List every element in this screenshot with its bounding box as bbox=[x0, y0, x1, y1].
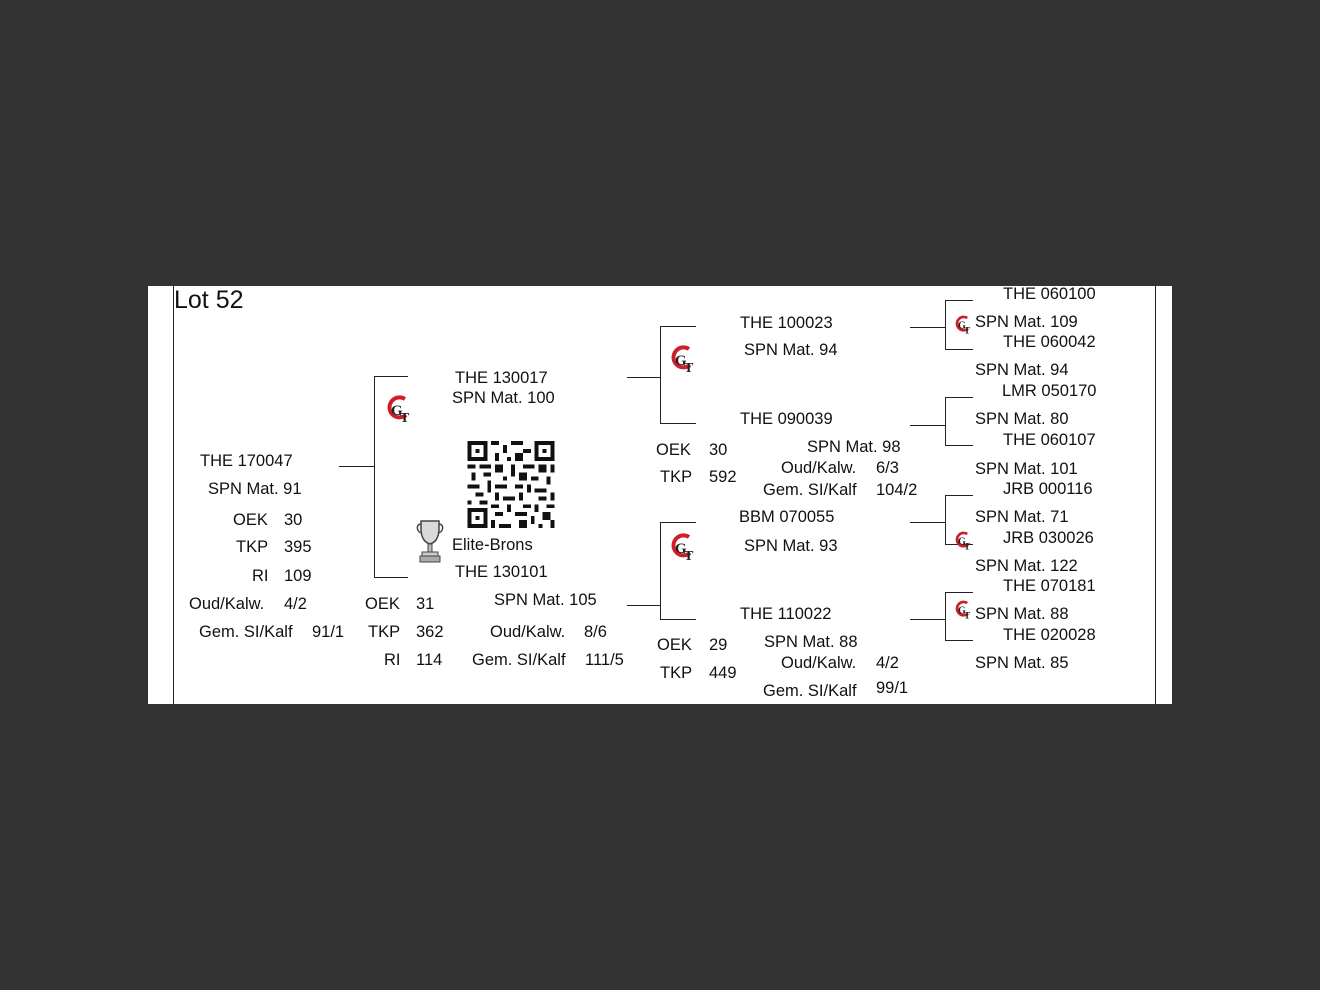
bracket-line bbox=[945, 300, 946, 350]
bracket-connector bbox=[374, 577, 408, 578]
sire-dam-tkp-value: 592 bbox=[709, 468, 737, 486]
animal-oud-label: Oud/Kalw. bbox=[189, 595, 265, 613]
gen3-id: JRB 000116 bbox=[1003, 480, 1093, 498]
gen3-id: THE 060107 bbox=[1003, 431, 1096, 449]
dam-award: Elite-Brons bbox=[452, 536, 533, 554]
sire-sire-id: THE 100023 bbox=[740, 314, 833, 332]
dam-dam-oud-label: Oud/Kalw. bbox=[781, 654, 857, 672]
bracket-connector bbox=[910, 327, 945, 328]
animal-tkp-value: 395 bbox=[284, 538, 312, 556]
dam-oud-label: Oud/Kalw. bbox=[490, 623, 566, 641]
gen3-id: THE 070181 bbox=[1003, 577, 1096, 595]
dam-dam-gem-value: 99/1 bbox=[876, 679, 909, 697]
bracket-connector bbox=[660, 619, 696, 620]
bracket-connector bbox=[660, 326, 696, 327]
sheet-left-border bbox=[173, 286, 174, 704]
animal-ri-value: 109 bbox=[284, 567, 312, 585]
animal-id: THE 170047 bbox=[200, 452, 293, 470]
dam-id: THE 130101 bbox=[455, 563, 548, 581]
dam-dam-spn: SPN Mat. 88 bbox=[764, 633, 858, 651]
svg-text:G: G bbox=[675, 541, 687, 557]
bracket-connector bbox=[910, 619, 945, 620]
dam-ri-label: RI bbox=[384, 651, 401, 669]
bracket-connector bbox=[910, 522, 945, 523]
bracket-connector bbox=[945, 495, 973, 496]
gt-logo-icon bbox=[669, 341, 699, 375]
dam-dam-tkp-value: 449 bbox=[709, 664, 737, 682]
bracket-connector bbox=[945, 397, 973, 398]
svg-text:G: G bbox=[958, 320, 966, 332]
svg-text:T: T bbox=[400, 411, 410, 425]
bracket-connector bbox=[945, 592, 973, 593]
dam-oek-label: OEK bbox=[365, 595, 400, 613]
sheet-right-border bbox=[1155, 286, 1156, 704]
dam-spn: SPN Mat. 105 bbox=[494, 591, 597, 609]
sire-dam-oud-label: Oud/Kalw. bbox=[781, 459, 857, 477]
bracket-line bbox=[660, 522, 661, 620]
svg-text:T: T bbox=[964, 542, 971, 552]
qr-code-icon bbox=[467, 441, 555, 528]
sire-spn: SPN Mat. 100 bbox=[452, 389, 555, 407]
dam-gem-label: Gem. SI/Kalf bbox=[472, 651, 566, 669]
animal-oek-label: OEK bbox=[233, 511, 268, 529]
svg-text:T: T bbox=[964, 326, 971, 336]
svg-text:G: G bbox=[958, 605, 966, 617]
gen3-spn: SPN Mat. 94 bbox=[975, 361, 1069, 379]
animal-gem-label: Gem. SI/Kalf bbox=[199, 623, 293, 641]
animal-oek-value: 30 bbox=[284, 511, 303, 529]
dam-dam-oud-value: 4/2 bbox=[876, 654, 899, 672]
sire-dam-tkp-label: TKP bbox=[660, 468, 693, 486]
gt-logo-icon bbox=[954, 312, 974, 336]
svg-text:G: G bbox=[391, 403, 403, 419]
gen3-id: THE 060042 bbox=[1003, 333, 1096, 351]
bracket-line bbox=[945, 397, 946, 446]
dam-oud-value: 8/6 bbox=[584, 623, 607, 641]
bracket-connector bbox=[910, 425, 945, 426]
bracket-line bbox=[374, 376, 375, 578]
animal-tkp-label: TKP bbox=[236, 538, 269, 556]
svg-text:T: T bbox=[684, 361, 694, 375]
dam-tkp-label: TKP bbox=[368, 623, 401, 641]
gen3-spn: SPN Mat. 85 bbox=[975, 654, 1069, 672]
gen3-id: THE 060100 bbox=[1003, 286, 1096, 303]
trophy-icon bbox=[416, 519, 444, 565]
sire-sire-spn: SPN Mat. 94 bbox=[744, 341, 838, 359]
sire-dam-oud-value: 6/3 bbox=[876, 459, 899, 477]
dam-oek-value: 31 bbox=[416, 595, 435, 613]
dam-dam-oek-label: OEK bbox=[657, 636, 692, 654]
gen3-spn: SPN Mat. 80 bbox=[975, 410, 1069, 428]
bracket-connector bbox=[945, 349, 973, 350]
pedigree-sheet bbox=[148, 286, 1172, 704]
bracket-line bbox=[660, 326, 661, 423]
gen3-spn: SPN Mat. 101 bbox=[975, 460, 1078, 478]
bracket-connector bbox=[374, 376, 408, 377]
dam-sire-spn: SPN Mat. 93 bbox=[744, 537, 838, 555]
gt-logo-icon bbox=[954, 528, 974, 552]
bracket-connector bbox=[945, 300, 973, 301]
gen3-id: LMR 050170 bbox=[1002, 382, 1097, 400]
sire-id: THE 130017 bbox=[455, 369, 548, 387]
dam-dam-gem-label: Gem. SI/Kalf bbox=[763, 682, 857, 700]
bracket-connector bbox=[627, 377, 660, 378]
bracket-connector bbox=[945, 445, 973, 446]
gt-logo-icon bbox=[385, 391, 415, 425]
gen3-spn: SPN Mat. 88 bbox=[975, 605, 1069, 623]
dam-tkp-value: 362 bbox=[416, 623, 444, 641]
dam-dam-id: THE 110022 bbox=[740, 605, 832, 623]
svg-text:T: T bbox=[684, 549, 694, 563]
bracket-line bbox=[945, 495, 946, 545]
sire-dam-gem-value: 104/2 bbox=[876, 481, 918, 499]
gen3-spn: SPN Mat. 71 bbox=[975, 508, 1069, 526]
gt-logo-icon bbox=[669, 529, 699, 563]
animal-gem-value: 91/1 bbox=[312, 623, 345, 641]
sire-dam-oek-label: OEK bbox=[656, 441, 691, 459]
gen3-id: JRB 030026 bbox=[1003, 529, 1094, 547]
gen3-spn: SPN Mat. 122 bbox=[975, 557, 1078, 575]
svg-text:G: G bbox=[958, 536, 966, 548]
dam-gem-value: 111/5 bbox=[585, 651, 624, 669]
dam-sire-id: BBM 070055 bbox=[739, 508, 835, 526]
bracket-connector bbox=[660, 423, 696, 424]
sire-dam-gem-label: Gem. SI/Kalf bbox=[763, 481, 857, 499]
bracket-connector bbox=[627, 605, 660, 606]
lot-title: Lot 52 bbox=[174, 286, 244, 314]
animal-ri-label: RI bbox=[252, 567, 269, 585]
gen3-spn: SPN Mat. 109 bbox=[975, 313, 1078, 331]
bracket-connector bbox=[945, 640, 973, 641]
sire-dam-id: THE 090039 bbox=[740, 410, 833, 428]
gt-logo-icon bbox=[954, 597, 974, 621]
dam-dam-tkp-label: TKP bbox=[660, 664, 693, 682]
sire-dam-oek-value: 30 bbox=[709, 441, 728, 459]
dam-dam-oek-value: 29 bbox=[709, 636, 728, 654]
svg-text:T: T bbox=[964, 611, 971, 621]
gen3-id: THE 020028 bbox=[1003, 626, 1096, 644]
dam-ri-value: 114 bbox=[416, 651, 443, 669]
bracket-connector bbox=[660, 522, 696, 523]
bracket-connector bbox=[339, 466, 374, 467]
animal-spn: SPN Mat. 91 bbox=[208, 480, 302, 498]
svg-text:G: G bbox=[675, 353, 687, 369]
sire-dam-spn: SPN Mat. 98 bbox=[807, 438, 901, 456]
animal-oud-value: 4/2 bbox=[284, 595, 307, 613]
bracket-line bbox=[945, 592, 946, 641]
